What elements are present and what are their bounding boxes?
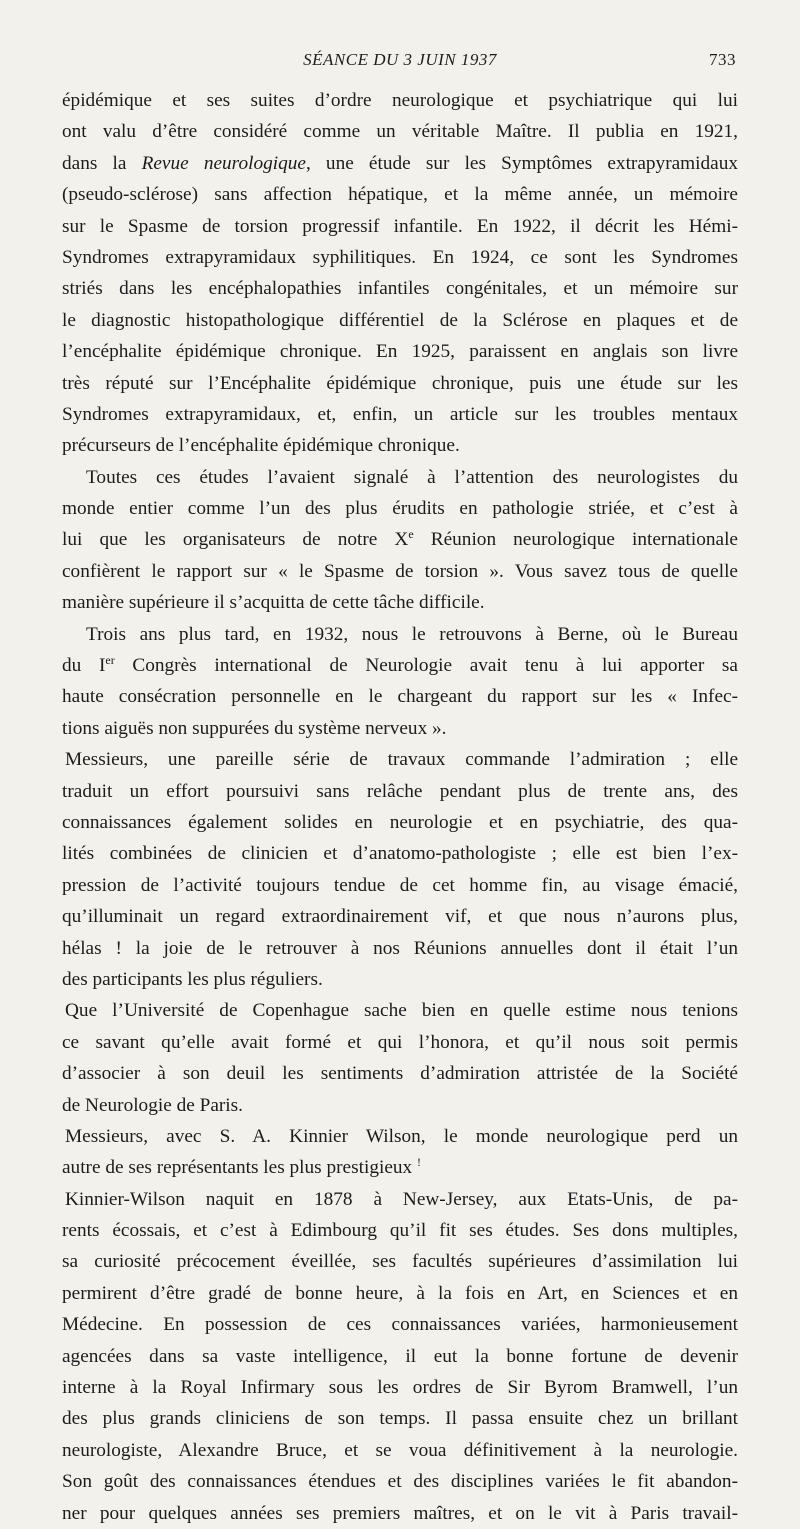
body-text	[62, 85, 738, 1529]
text-line: Trois ans plus tard, en 1932, nous le retrouvons à Berne, où le Bureau	[86, 623, 738, 645]
text-line: traduit un effort poursuivi sans relâche pendant plus de trente ans, des	[62, 780, 738, 802]
text-line: Messieurs, avec S. A. Kinnier Wilson, le monde neurologique perd un	[65, 1125, 738, 1147]
text-line: du Ier Congrès international de Neurologie avait tenu à lui apporter sa	[62, 653, 738, 677]
text-line: des participants les plus réguliers.	[62, 968, 323, 990]
text-line: ner pour quelques années ses premiers maîtres, et on le vit à Paris travail-	[62, 1502, 738, 1524]
running-title: SÉANCE DU 3 JUIN 1937	[303, 50, 497, 69]
text-line: confièrent le rapport sur « le Spasme de torsion ». Vous savez tous de quelle	[62, 560, 738, 582]
text-line: agencées dans sa vaste intelligence, il eut la bonne fortune de devenir	[62, 1345, 738, 1367]
text-line: haute consécration personnelle en le chargeant du rapport sur les « Infec-	[62, 686, 738, 708]
text-line: interne à la Royal Infirmary sous les ordres de Sir Byrom Bramwell, l’un	[62, 1377, 738, 1399]
text-line: très réputé sur l’Encéphalite épidémique chronique, puis une étude sur les	[62, 372, 738, 394]
ordinal-superscript: er	[105, 653, 115, 668]
text-line: Syndromes extrapyramidaux, et, enfin, un article sur les troubles mentaux	[62, 403, 738, 425]
text-line: qu’illuminait un regard extraordinairement vif, et que nous n’aurons plus,	[62, 906, 738, 928]
page-number: 733	[709, 50, 736, 69]
text-line: précurseurs de l’encéphalite épidémique chronique.	[62, 435, 460, 457]
text-line: Kinnier-Wilson naquit en 1878 à New-Jersey, aux Etats-Unis, de pa-	[65, 1188, 738, 1210]
text-line: l’encéphalite épidémique chronique. En 1925, paraissent en anglais son livre	[62, 341, 738, 363]
text-line: d’associer à son deuil les sentiments d’admiration attristée de la Société	[62, 1063, 738, 1085]
text-line: lités combinées de clinicien et d’anatomo-pathologiste ; elle est bien l’ex-	[62, 843, 738, 865]
text-line: de Neurologie de Paris.	[62, 1094, 243, 1116]
text-line: Syndromes extrapyramidaux syphilitiques. En 1924, ce sont les Syndromes	[62, 246, 738, 268]
text-line: pression de l’activité toujours tendue de cet homme fin, au visage émacié,	[62, 874, 738, 896]
text-line: Son goût des connaissances étendues et des disciplines variées le fit abandon-	[62, 1471, 738, 1493]
ordinal-superscript: e	[408, 527, 414, 542]
journal-title: Revue neurologique	[141, 152, 306, 174]
text-line: des plus grands cliniciens de son temps. Il passa ensuite chez un brillant	[62, 1408, 738, 1430]
text-line: ont valu d’être considéré comme un véritable Maître. Il publia en 1921,	[62, 121, 738, 143]
text-line: neurologiste, Alexandre Bruce, et se voua définitivement à la neurologie.	[62, 1439, 738, 1461]
text-line: Médecine. En possession de ces connaissances variées, harmonieusement	[62, 1314, 738, 1336]
text-line: le diagnostic histopathologique différentiel de la Sclérose en plaques et de	[62, 309, 738, 331]
text-line: Messieurs, une pareille série de travaux commande l’admiration ; elle	[65, 749, 738, 771]
text-line: hélas ! la joie de le retrouver à nos Réunions annuelles dont il était l’un	[62, 937, 738, 959]
text-line: tions aiguës non suppurées du système nerveux ».	[62, 717, 447, 739]
text-line: dans la Revue neurologique, une étude sur les Symptômes extrapyramidaux	[62, 152, 739, 174]
footnote-mark: !	[417, 1155, 421, 1170]
text-line: épidémique et ses suites d’ordre neurologique et psychiatrique qui lui	[62, 90, 738, 111]
text-line: monde entier comme l’un des plus érudits en pathologie striée, et c’est à	[62, 498, 738, 520]
text-line: sur le Spasme de torsion progressif infantile. En 1922, il décrit les Hémi-	[62, 215, 738, 237]
text-line: striés dans les encéphalopathies infantiles congénitales, et un mémoire sur	[62, 278, 738, 300]
text-line: Toutes ces études l’avaient signalé à l’attention des neurologistes du	[86, 466, 738, 488]
text-line: sa curiosité précocement éveillée, ses facultés supérieures d’assimilation lui	[62, 1251, 738, 1273]
text-line: rents écossais, et c’est à Edimbourg qu’il fit ses études. Ses dons multiples,	[62, 1220, 738, 1242]
text-line: permirent d’être gradé de bonne heure, à la fois en Art, en Sciences et en	[62, 1282, 738, 1304]
text-line: ce savant qu’elle avait formé et qui l’honora, et qu’il nous soit permis	[62, 1031, 738, 1053]
running-header	[64, 50, 736, 74]
text-line: lui que les organisateurs de notre Xe Réunion neurologique internationale	[62, 527, 738, 551]
text-line: autre de ses représentants les plus prestigieux !	[62, 1155, 421, 1179]
text-line: Que l’Université de Copenhague sache bien en quelle estime nous tenions	[65, 1000, 738, 1022]
text-line: connaissances également solides en neurologie et en psychiatrie, des qua-	[62, 811, 738, 833]
text-line: manière supérieure il s’acquitta de cette tâche difficile.	[62, 592, 485, 614]
text-line: (pseudo-sclérose) sans affection hépatique, et la même année, un mémoire	[62, 184, 738, 206]
